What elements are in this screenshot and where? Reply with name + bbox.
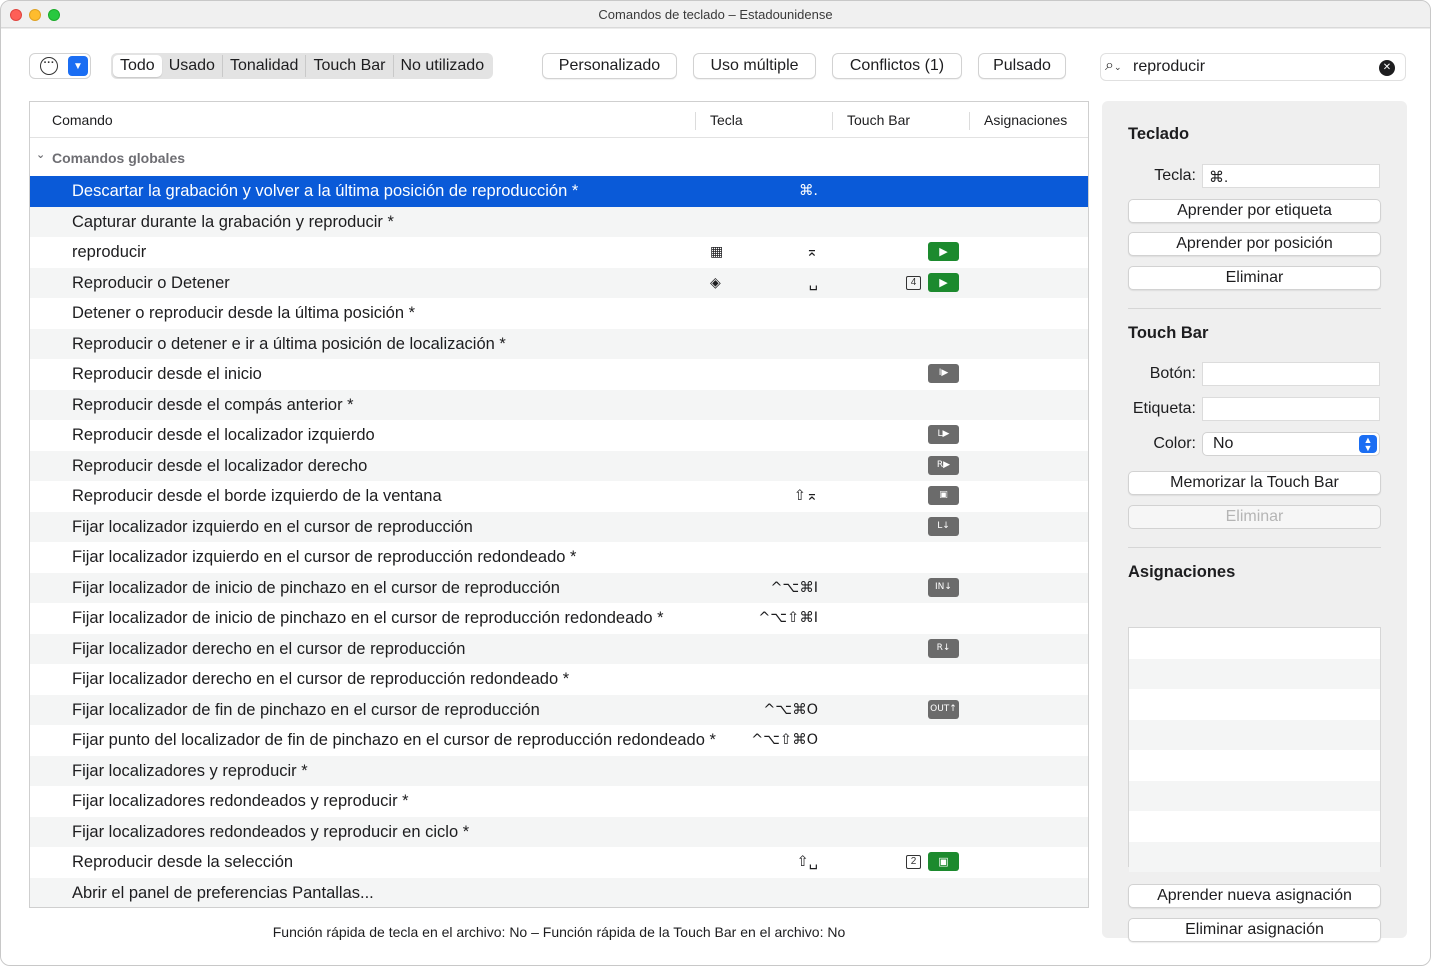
color-select[interactable] — [1202, 432, 1380, 456]
memorizar-touch-bar-button[interactable]: Memorizar la Touch Bar — [1128, 471, 1381, 495]
command-name: Reproducir desde el localizador derecho — [72, 456, 368, 475]
key-shortcut: ␣ — [808, 274, 818, 291]
command-name: Fijar localizador derecho en el cursor de reproducción — [72, 639, 466, 658]
command-name: Reproducir o Detener — [72, 273, 230, 292]
content-area — [1, 29, 1430, 966]
title-bar — [1, 1, 1430, 28]
table-row[interactable] — [30, 542, 1088, 573]
column-header-asignaciones[interactable]: Asignaciones — [984, 112, 1068, 128]
touch-bar-button-icon: ▶ — [928, 273, 959, 292]
filter-usado[interactable]: Usado — [162, 55, 223, 77]
key-context-icon: ◈ — [710, 274, 721, 291]
column-header-tecla[interactable]: Tecla — [710, 112, 743, 128]
table-rows — [30, 176, 1088, 908]
command-name: Fijar localizador de inicio de pinchazo en el cursor de reproducción redondeado * — [72, 609, 664, 627]
table-row[interactable] — [30, 603, 1088, 634]
disclosure-chevron-icon[interactable]: ⌄ — [36, 149, 46, 161]
table-row[interactable] — [30, 268, 1088, 299]
command-name: Fijar localizador de inicio de pinchazo en el cursor de reproducción — [72, 578, 560, 597]
touch-bar-button-icon: OUT↑ — [928, 700, 959, 719]
asignaciones-section-title: Asignaciones — [1128, 563, 1236, 581]
filter-segmented-control — [111, 53, 493, 79]
touch-bar-button-icon: R▶ — [928, 456, 959, 475]
column-divider — [695, 112, 696, 130]
key-shortcut: ⌅ — [805, 244, 818, 260]
eliminar-asignacion-button[interactable]: Eliminar asignación — [1128, 918, 1381, 942]
touch-bar-button-icon: I▶ — [928, 364, 959, 383]
table-row[interactable] — [30, 298, 1088, 329]
command-name: Fijar localizador izquierdo en el cursor de reproducción redondeado * — [72, 548, 577, 566]
uso-multiple-button[interactable]: Uso múltiple — [693, 53, 816, 79]
table-row[interactable] — [30, 451, 1088, 482]
search-input[interactable] — [1133, 56, 1373, 78]
table-row[interactable] — [30, 695, 1088, 726]
touch-bar-button-icon: R↓ — [928, 639, 959, 658]
command-name: Fijar localizador izquierdo en el cursor de reproducción — [72, 517, 473, 536]
touch-bar-button-icon: L▶ — [928, 425, 959, 444]
command-name: reproducir — [72, 243, 147, 261]
filter-todo[interactable]: Todo — [113, 55, 162, 77]
touch-bar-button-icon: ▣ — [928, 486, 959, 505]
touch-bar-button-icon: ▣ — [928, 852, 959, 871]
command-name: Fijar localizadores y reproducir * — [72, 761, 308, 780]
key-shortcut: ^⌥⇧⌘I — [758, 610, 818, 626]
command-name: Reproducir desde el compás anterior * — [72, 395, 354, 414]
pulsado-button[interactable]: Pulsado — [978, 53, 1066, 79]
etiqueta-label: Etiqueta: — [1132, 400, 1196, 417]
command-name: Fijar localizador derecho en el cursor de reproducción redondeado * — [72, 670, 570, 688]
column-divider — [832, 112, 833, 130]
group-label: Comandos globales — [52, 150, 186, 166]
command-name: Fijar localizadores redondeados y reproducir * — [72, 792, 409, 810]
table-row[interactable] — [30, 329, 1088, 360]
inspector-panel — [1102, 101, 1407, 938]
window-title: Comandos de teclado – Estadounidense — [598, 7, 833, 22]
color-label: Color: — [1153, 435, 1196, 452]
color-select-value: No — [1213, 435, 1234, 452]
clear-search-icon[interactable]: ✕ — [1379, 60, 1395, 76]
eliminar-touch-bar-button[interactable]: Eliminar — [1128, 505, 1381, 529]
boton-field[interactable] — [1202, 362, 1380, 386]
table-row[interactable] — [30, 573, 1088, 604]
tecla-field[interactable]: ⌘. — [1202, 164, 1380, 188]
shortcut-file-status: Función rápida de tecla en el archivo: No – Función rápida de la Touch Bar en el archivo: No — [272, 924, 846, 940]
table-row[interactable] — [30, 176, 1088, 207]
table-row[interactable] — [30, 481, 1088, 512]
command-name: Reproducir desde la selección — [72, 853, 294, 871]
action-menu-button[interactable] — [29, 53, 91, 79]
teclado-section-title: Teclado — [1128, 125, 1190, 143]
aprender-nueva-asignacion-button[interactable]: Aprender nueva asignación — [1128, 884, 1381, 908]
table-header — [30, 102, 1088, 138]
search-icon: ⌕⌄ — [1105, 57, 1122, 74]
tecla-label: Tecla: — [1154, 167, 1196, 184]
touch-bar-section-title: Touch Bar — [1128, 324, 1209, 342]
command-name: Descartar la grabación y volver a la última posición de reproducción * — [72, 182, 579, 200]
key-shortcut: ^⌥⌘O — [763, 701, 818, 718]
ellipsis-icon: ··· — [40, 57, 58, 75]
etiqueta-field[interactable] — [1202, 397, 1380, 421]
command-name: Abrir el panel de preferencias Pantallas... — [72, 883, 374, 902]
command-name: Detener o reproducir desde la última posición * — [72, 304, 416, 322]
table-row[interactable] — [30, 634, 1088, 665]
personalizado-button[interactable]: Personalizado — [542, 53, 677, 79]
table-row[interactable] — [30, 725, 1088, 756]
aprender-por-posicion-button[interactable]: Aprender por posición — [1128, 232, 1381, 256]
touch-bar-button-icon: L↓ — [928, 517, 959, 536]
table-row[interactable] — [30, 786, 1088, 817]
command-name: Capturar durante la grabación y reproducir * — [72, 212, 394, 231]
asignaciones-list[interactable] — [1128, 627, 1381, 867]
section-divider — [1128, 547, 1381, 548]
table-row[interactable] — [30, 512, 1088, 543]
search-field[interactable] — [1100, 53, 1406, 81]
filter-tonalidad[interactable]: Tonalidad — [223, 55, 307, 77]
filter-touch-bar[interactable]: Touch Bar — [306, 55, 393, 77]
key-shortcut: ^⌥⌘I — [770, 579, 818, 596]
command-name: Fijar localizador de fin de pinchazo en el cursor de reproducción — [72, 700, 540, 719]
command-name: Reproducir o detener e ir a última posición de localización * — [72, 334, 506, 353]
table-row[interactable] — [30, 420, 1088, 451]
eliminar-tecla-button[interactable]: Eliminar — [1128, 266, 1381, 290]
command-name: Reproducir desde el localizador izquierdo — [72, 426, 375, 444]
key-shortcut: ^⌥⇧⌘O — [751, 732, 818, 748]
command-name: Fijar punto del localizador de fin de pinchazo en el cursor de reproducción redondeado * — [72, 731, 716, 749]
touch-bar-position-badge: 2 — [906, 855, 921, 869]
touch-bar-button-icon: IN↓ — [928, 578, 959, 597]
group-comandos-globales[interactable] — [30, 146, 1088, 170]
column-header-touch-bar[interactable]: Touch Bar — [847, 112, 911, 128]
key-shortcut: ⇧␣ — [796, 854, 818, 870]
table-row[interactable] — [30, 390, 1088, 421]
boton-label: Botón: — [1149, 365, 1196, 382]
table-row[interactable] — [30, 237, 1088, 268]
command-name: Reproducir desde el borde izquierdo de la ventana — [72, 487, 442, 505]
table-row[interactable] — [30, 878, 1088, 909]
table-row[interactable] — [30, 207, 1088, 238]
command-name: Fijar localizadores redondeados y reproducir en ciclo * — [72, 822, 470, 841]
conflictos-button[interactable]: Conflictos (1) — [832, 53, 962, 79]
section-divider — [1128, 308, 1381, 309]
table-row[interactable] — [30, 359, 1088, 390]
chevron-down-icon: ▼ — [68, 56, 88, 76]
command-name: Reproducir desde el inicio — [72, 365, 262, 383]
column-header-comando[interactable]: Comando — [52, 112, 113, 128]
key-context-icon: ▦ — [710, 244, 724, 260]
commands-table — [29, 101, 1089, 908]
touch-bar-button-icon: ▶ — [928, 242, 959, 261]
table-row[interactable] — [30, 817, 1088, 848]
aprender-por-etiqueta-button[interactable]: Aprender por etiqueta — [1128, 199, 1381, 223]
table-row[interactable] — [30, 664, 1088, 695]
touch-bar-position-badge: 4 — [906, 276, 921, 290]
table-row[interactable] — [30, 756, 1088, 787]
key-shortcut: ⌘. — [798, 183, 818, 199]
up-down-stepper-icon: ▲ ▼ — [1359, 435, 1377, 453]
column-divider — [969, 112, 970, 130]
filter-no-utilizado[interactable]: No utilizado — [400, 57, 485, 74]
key-shortcut: ⇧⌅ — [793, 488, 818, 504]
table-row[interactable] — [30, 847, 1088, 878]
